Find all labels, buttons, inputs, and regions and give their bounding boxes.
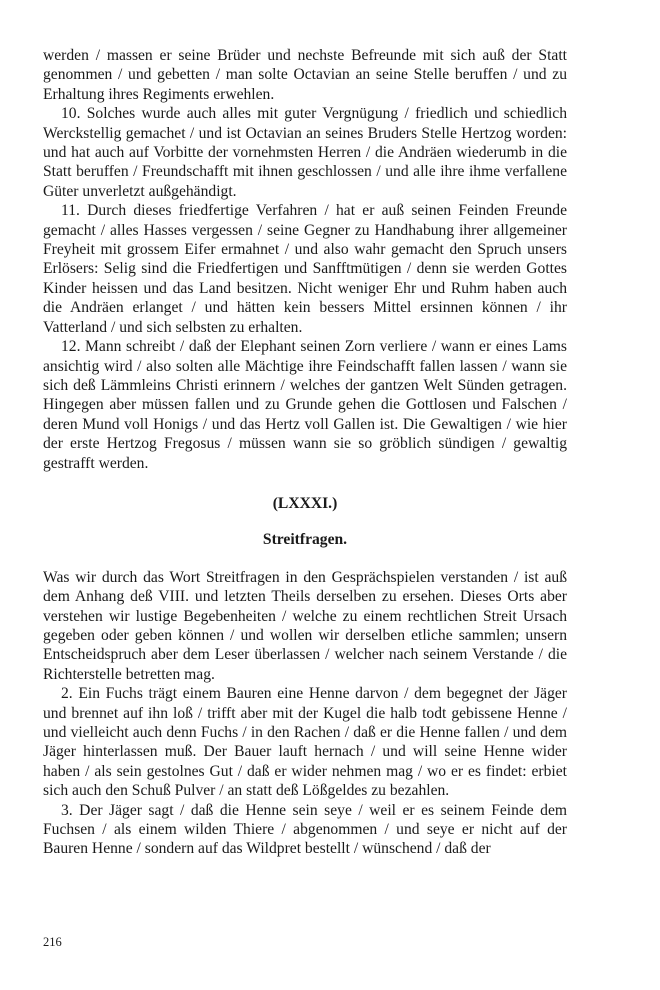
- paragraph-12: 12. Mann schreibt / daß der Elephant seinen Zorn verliere / wann er eines Lams ansichtig wird / also solten alle Mächtige ihre Feindschafft fallen lassen / wann sie sich deß Lämmleins Christi erinnern / welches der gantzen Welt Sünden getragen. Hingegen aber müssen fallen und zu Grunde gehen die Gottlosen und Falschen / deren Mund voll Honigs / und das Hertz voll Gallen ist. Die Gewaltigen / wie hier der erste Hertzog Fregosus / müssen wann sie so gröblich sündigen / gewaltig gestrafft werden.: [43, 338, 567, 472]
- chapter-number: (LXXXI.): [272, 494, 338, 512]
- paragraph-intro: Was wir durch das Wort Streitfragen in den Gesprächspielen verstanden / ist auß dem Anhang deß VIII. und letzten Theils derselben zu ersehen. Dieses Orts aber verstehen wir lustige Begebenheiten / welche zu einem rechtlichen Streit Ursach gegeben oder geben können / und wollen wir derselben etliche sammlen; unsern Entscheidspruch aber dem Leser überlassen / welcher nach seinem Verstande / die Richterstelle betretten mag.: [43, 568, 567, 683]
- paragraph-continuation: werden / massen er seine Brüder und nechste Befreunde mit sich auß der Statt genommen / und gebetten / man solte Octavian an seine Stelle beruffen / und zu Erhaltung ihres Regiments erwehlen.: [43, 47, 567, 103]
- paragraph-2: 2. Ein Fuchs trägt einem Bauren eine Henne darvon / dem begegnet der Jäger und brennet auf ihn loß / trifft aber mit der Kugel die halb todt gebissene Henne / und vielleicht auch denn Fuchs / in den Rachen / daß er die Henne fallen / und dem Jäger hinterlassen muß. Der Bauer lauft hernach / und will seine Henne wider haben / als sein gestolnes Gut / daß er wider nehmen mag / wo er es findet: erbiet sich auch den Schuß Pulver / an statt deß Lößgeldes zu bezahlen.: [43, 685, 567, 800]
- page-body: [43, 46, 567, 859]
- paragraph-10: 10. Solches wurde auch alles mit guter Vergnügung / friedlich und schiedlich Werckstellig gemachet / und ist Octavian an seines Bruders Stelle Hertzog worden: und hat auch auf Vorbitte der vornehmsten Herren / die Andräen wiederumb in die Statt beruffen / Freundschafft mit ihnen geschlossen / und alle ihre ihme verfallene Güter unverletzt außgehändigt.: [43, 105, 567, 200]
- paragraph-11: 11. Durch dieses friedfertige Verfahren / hat er auß seinen Feinden Freunde gemacht / alles Hasses vergessen / seine Gegner zu Handhabung ihrer allgemeiner Freyheit mit grossem Eifer ermahnet / und also wahr gemacht den Spruch unsers Erlösers: Selig sind die Friedfertigen und Sanfftmütigen / denn sie werden Gottes Kinder heissen und das Land besitzen. Nicht weniger Ehr und Ruhm haben auch die Andräen erlanget / und hätten kein bessers Mittel ersinnen können / ihr Vatterland / und sich selbsten zu erhalten.: [43, 202, 567, 336]
- page-number: 216: [43, 935, 62, 949]
- paragraph-3: 3. Der Jäger sagt / daß die Henne sein seye / weil er es seinem Feinde dem Fuchsen / als einem wilden Thiere / abgenommen / und seye er nicht auf der Bauren Henne / sondern auf das Wildpret bestellt / wünschend / daß der: [43, 801, 567, 858]
- chapter-title: Streitfragen.: [262, 531, 348, 549]
